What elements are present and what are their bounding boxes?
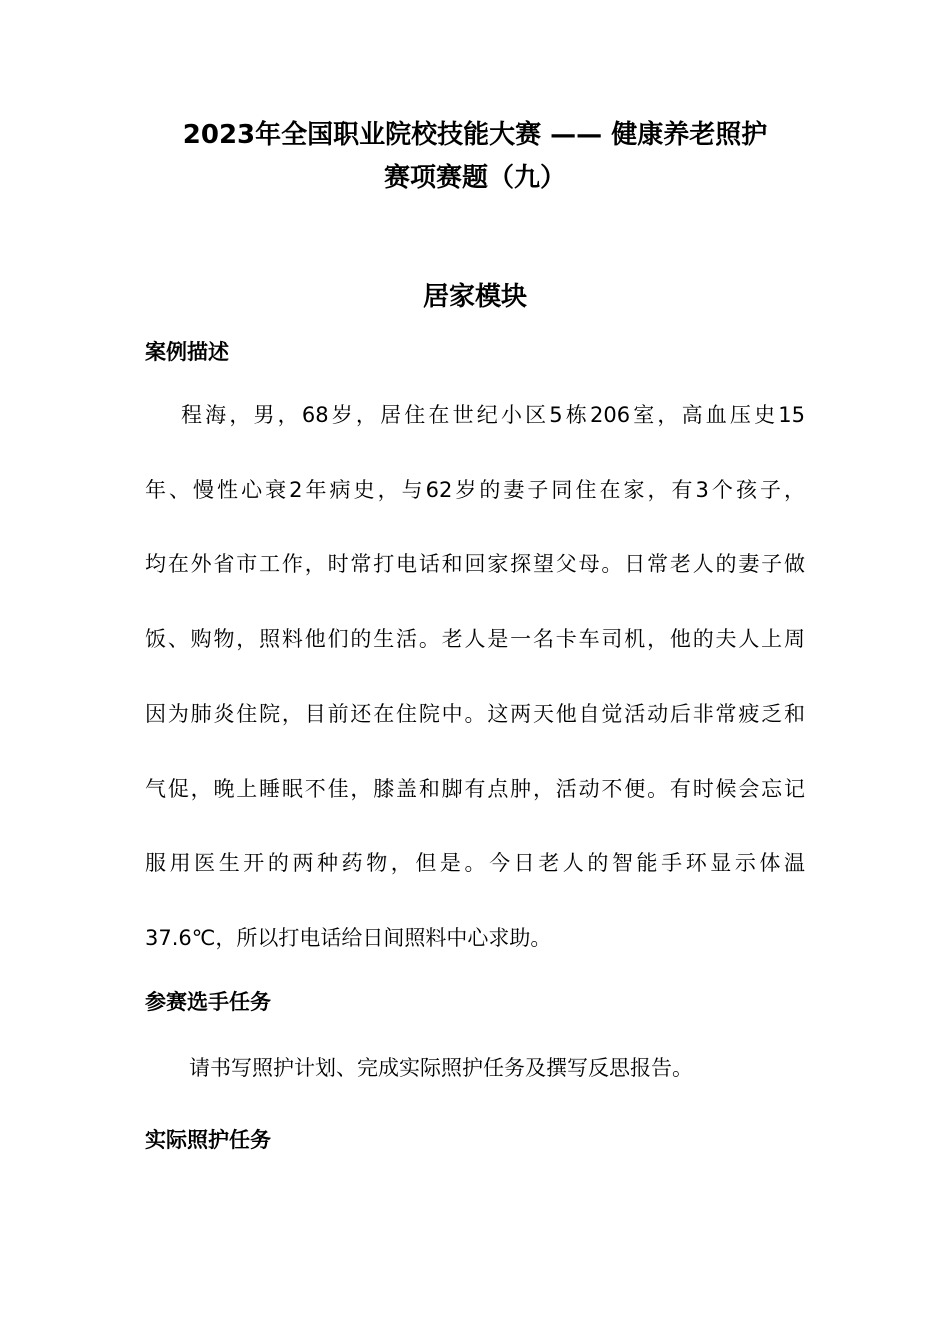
actual-care-task-heading: 实际照护任务 <box>145 1128 271 1152</box>
document-title-line-2: 赛项赛题（九） <box>383 163 566 193</box>
case-paragraph-line: 程海，男，68岁，居住在世纪小区5栋206室，高血压史15 <box>181 403 805 427</box>
case-description-heading: 案例描述 <box>145 340 229 364</box>
case-paragraph-line: 气促，晚上睡眠不佳，膝盖和脚有点肿，活动不便。有时候会忘记 <box>145 777 805 801</box>
case-paragraph-line: 均在外省市工作，时常打电话和回家探望父母。日常老人的妻子做 <box>145 552 805 576</box>
contestant-task-heading: 参赛选手任务 <box>145 990 271 1014</box>
case-paragraph-line: 37.6℃，所以打电话给日间照料中心求助。 <box>145 926 552 950</box>
document-title-line-1: 2023年全国职业院校技能大赛 —— 健康养老照护 <box>182 120 768 150</box>
contestant-task-text: 请书写照护计划、完成实际照护任务及撰写反思报告。 <box>189 1056 693 1080</box>
case-paragraph-line: 饭、购物，照料他们的生活。老人是一名卡车司机，他的夫人上周 <box>145 627 805 651</box>
case-paragraph-line: 服用医生开的两种药物，但是。今日老人的智能手环显示体温 <box>145 851 805 875</box>
case-paragraph-line: 因为肺炎住院，目前还在住院中。这两天他自觉活动后非常疲乏和 <box>145 702 805 726</box>
module-title: 居家模块 <box>422 282 527 312</box>
case-paragraph-line: 年、慢性心衰2年病史，与62岁的妻子同住在家，有3个孩子， <box>145 478 805 502</box>
